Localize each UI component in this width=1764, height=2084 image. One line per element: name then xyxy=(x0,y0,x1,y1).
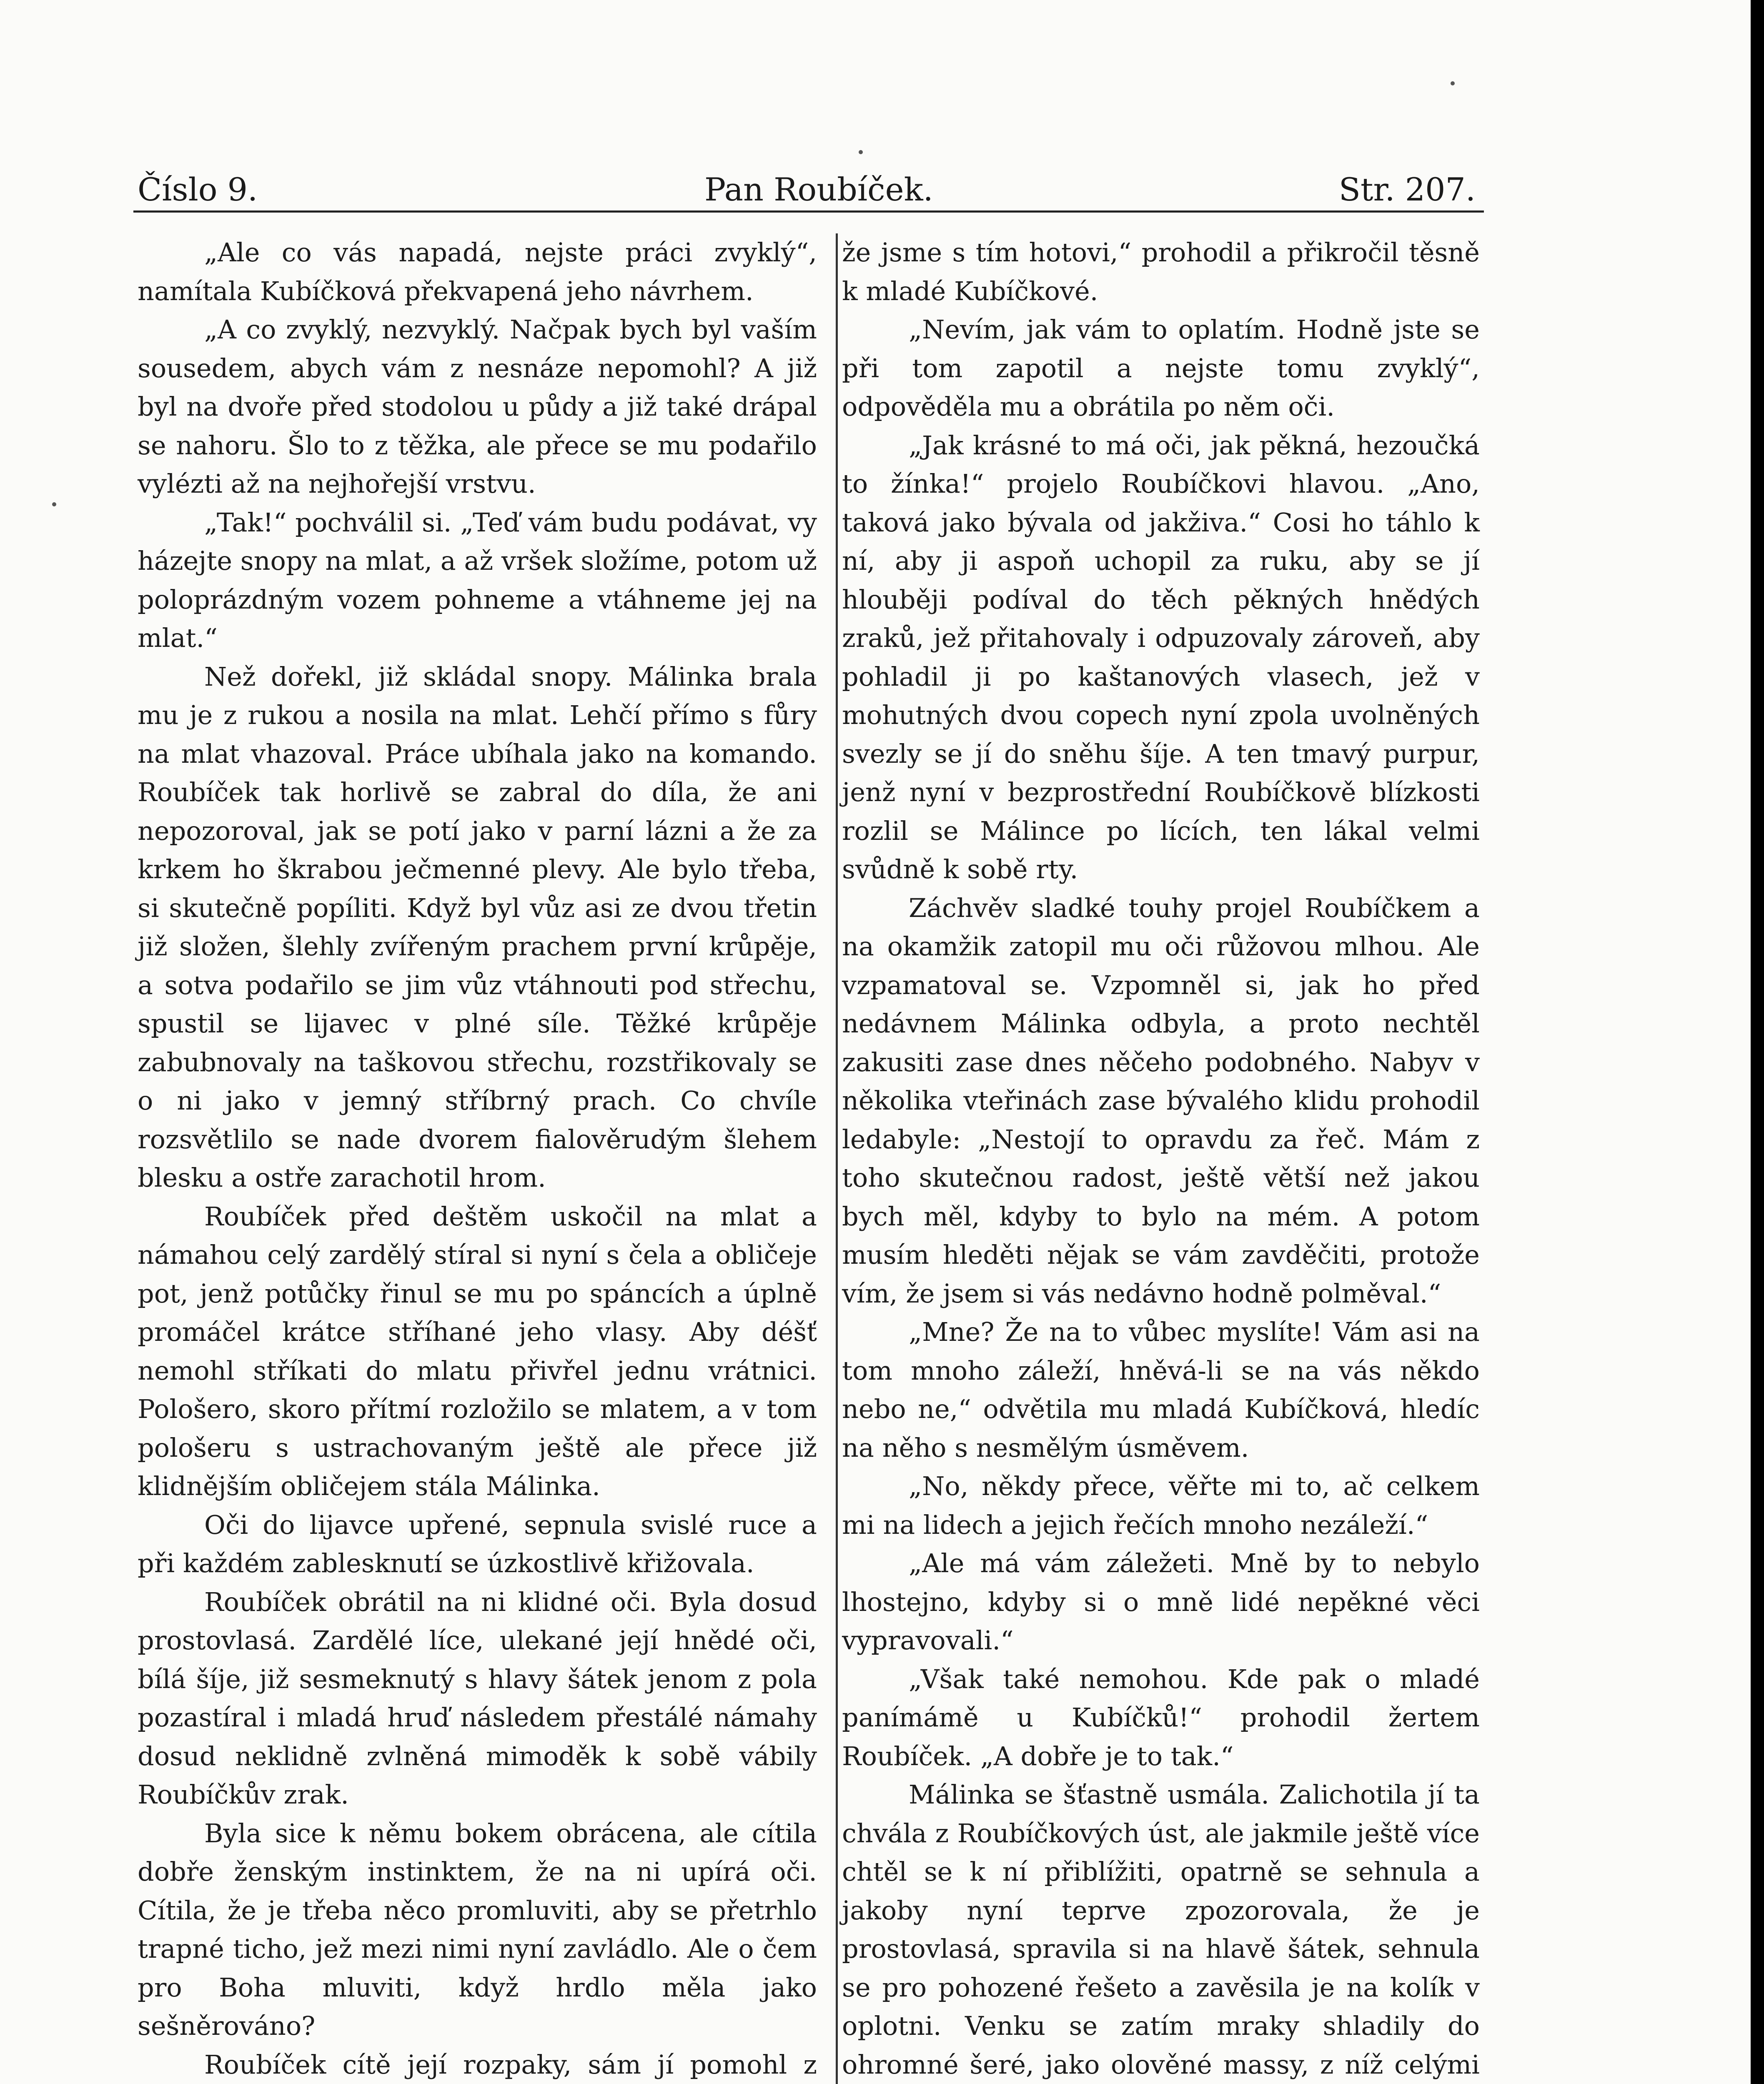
paragraph: „Jak krásné to má oči, jak pěkná, hezoučká to žínka!“ projelo Roubíčkovi hlavou. „Ano, taková jako bývala od jakživa.“ Cosi ho táhlo k ní, aby ji aspoň uchopil za ruku, aby se jí hlouběji podíval do těch pěkných hnědých zraků, jež přitahovaly i odpuzovaly zároveň, aby pohladil ji po kaštanových vlasech, jež v mohutných dvou copech nyní zpola uvolněných svezly se jí do sněhu šíje. A ten tmavý purpur, jenž nyní v bezprostřední Roubíčkově blízkosti rozlil se Málince po lících, ten lákal velmi svůdně k sobě rty. xyxy=(842,430,1480,884)
running-header xyxy=(138,171,1476,208)
print-speck xyxy=(1451,81,1455,85)
right-column xyxy=(842,233,1480,2084)
paragraph: „No, někdy přece, věřte mi to, ač celkem mi na lidech a jejich řečích mnoho nezáleží.“ xyxy=(842,1471,1480,1540)
paragraph: „Však také nemohou. Kde pak o mladé panímámě u Kubíčků!“ prohodil žertem Roubíček. „A dobře je to tak.“ xyxy=(842,1663,1480,1771)
page-number: Str. 207. xyxy=(1338,171,1476,208)
paragraph: Byla sice k němu bokem obrácena, ale cítila dobře ženským instinktem, že na ni upírá oči. Cítila, že je třeba něco promluviti, aby se přetrhlo trapné ticho, jež mezi nimi nyní zavládlo. Ale o čem pro Boha mluviti, když hrdlo měla jako sešněrováno? xyxy=(138,1818,817,2041)
paragraph: „A co zvyklý, nezvyklý. Načpak bych byl vaším sousedem, abych vám z nesnáze nepomohl? A již byl na dvoře před stodolou u půdy a již také drápal se nahoru. Šlo to z těžka, ale přece se mu podařilo vylézti až na nejhořejší vrstvu. xyxy=(138,314,817,499)
paragraph: Málinka se šťastně usmála. Zalichotila jí ta chvála z Roubíčkových úst, ale jakmile ještě více chtěl se k ní přiblížiti, opatrně se sehnula a jakoby nyní teprve zpozorovala, že je prostovlasá, spravila si na hlavě šátek, sehnula se pro pohozené řešeto a zavěsila je na kolík v oplotni. Venku se zatím mraky shladily do ohromné šeré, jako olověné massy, z níž celými xyxy=(842,1779,1480,2080)
running-title: Pan Roubíček. xyxy=(704,171,933,208)
paragraph: Než dořekl, již skládal snopy. Málinka brala mu je z rukou a nosila na mlat. Lehčí přímo s fůry na mlat vhazoval. Práce ubíhala jako na komando. Roubíček tak horlivě se zabral do díla, že ani nepozoroval, jak se potí jako v parní lázni a že za krkem ho škrabou ječmenné plevy. Ale bylo třeba, si skutečně popíliti. Když byl vůz asi ze dvou třetin již složen, šlehly zvířeným prachem první krůpěje, a sotva podařilo se jim vůz vtáhnouti pod střechu, spustil se lijavec v plné síle. Těžké krůpěje zabubnovaly na taškovou střechu, rozstřikovaly se o ni jako v jemný stříbrný prach. Co chvíle rozsvětlilo se nade dvorem fialověrudým šlehem blesku a ostře zarachotil hrom. xyxy=(138,661,817,1193)
paragraph: „Tak!“ pochválil si. „Teď vám budu podávat, vy házejte snopy na mlat, a až vršek složíme, potom už poloprázdným vozem pohneme a vtáhneme jej na mlat.“ xyxy=(138,507,817,653)
left-column xyxy=(138,233,817,2084)
issue-number: Číslo 9. xyxy=(138,171,258,208)
paragraph: Záchvěv sladké touhy projel Roubíčkem a na okamžik zatopil mu oči růžovou mlhou. Ale vzpamatoval se. Vzpomněl si, jak ho před nedávnem Málinka odbyla, a proto nechtěl zakusiti zase dnes něčeho podobného. Nabyv v několika vteřinách zase bývalého klidu prohodil ledabyle: „Nestojí to opravdu za řeč. Mám z toho skutečnou radost, ještě větší než jakou bych měl, kdyby to bylo na mém. A potom musím hleděti nějak se vám zavděčiti, protože vím, že jsem si vás nedávno hodně polměval.“ xyxy=(842,892,1480,1309)
header-rule xyxy=(133,210,1484,213)
paragraph: „Ale má vám záležeti. Mně by to nebylo lhostejno, kdyby si o mně lidé nepěkné věci vypravovali.“ xyxy=(842,1548,1480,1656)
print-speck xyxy=(859,150,863,154)
paragraph: Roubíček obrátil na ni klidné oči. Byla dosud prostovlasá. Zardělé líce, ulekané její hnědé oči, bílá šíje, již sesmeknutý s hlavy šátek jenom z pola pozastíral i mladá hruď následem přestálé námahy dosud neklidně zvlněná mimoděk k sobě vábily Roubíčkův zrak. xyxy=(138,1586,817,1810)
paragraph-continuation: že jsme s tím hotovi,“ prohodil a přikročil těsně k mladé Kubíčkové. xyxy=(842,237,1480,306)
print-speck xyxy=(52,502,56,506)
paragraph: Roubíček před deštěm uskočil na mlat a námahou celý zardělý stíral si nyní s čela a obličeje pot, jenž potůčky řinul se mu po spáncích a úplně promáčel krátce stříhané jeho vlasy. Aby déšť nemohl stříkati do mlatu přivřel jednu vrátnici. Pološero, skoro přítmí rozložilo se mlatem, a v tom pološeru s ustrachovaným ještě ale přece již klidnějším obličejem stála Málinka. xyxy=(138,1201,817,1501)
paragraph: „Nevím, jak vám to oplatím. Hodně jste se při tom zapotil a nejste tomu zvyklý“, odpověděla mu a obrátila po něm oči. xyxy=(842,314,1480,422)
paragraph: „Ale co vás napadá, nejste práci zvyklý“, namítala Kubíčková překvapená jeho návrhem. xyxy=(138,237,817,306)
paragraph: Roubíček cítě její rozpaky, sám jí pomohl z xyxy=(204,2049,817,2080)
paragraph: Oči do lijavce upřené, sepnula svislé ruce a při každém zablesknutí se úzkostlivě křižovala. xyxy=(138,1509,817,1578)
column-divider xyxy=(836,233,838,2084)
paragraph: „Mne? Že na to vůbec myslíte! Vám asi na tom mnoho záleží, hněvá-li se na vás někdo nebo ne,“ odvětila mu mladá Kubíčková, hledíc na něho s nesmělým úsměvem. xyxy=(842,1317,1480,1463)
